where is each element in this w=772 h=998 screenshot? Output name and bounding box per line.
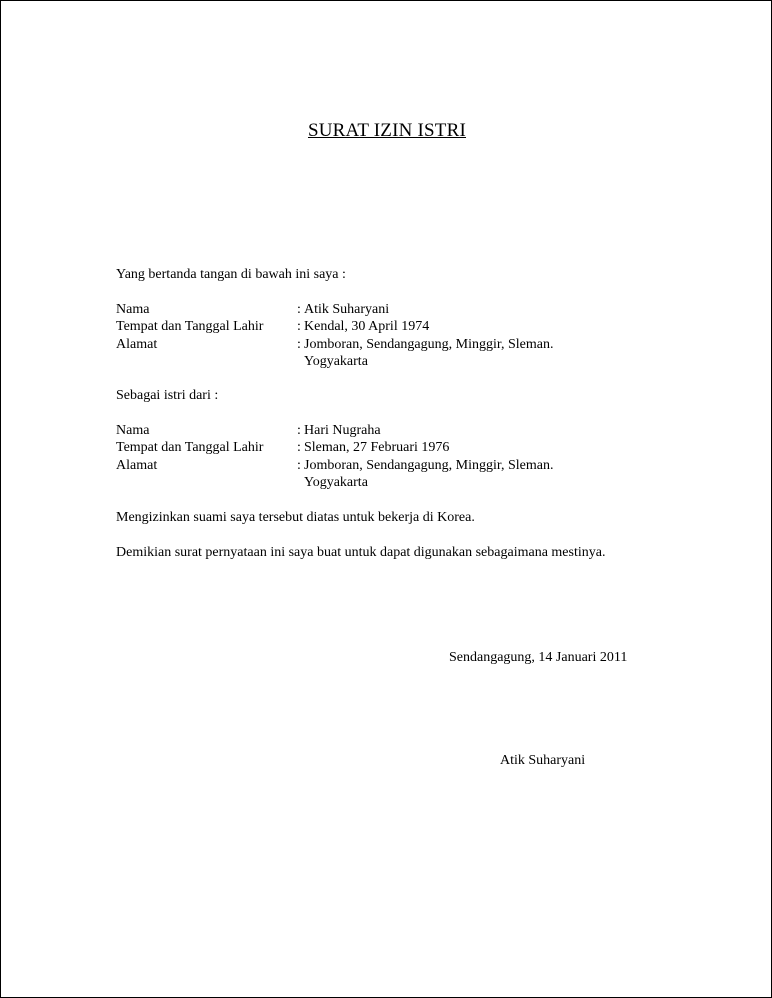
closing-text: Demikian surat pernyataan ini saya buat untuk dapat digunakan sebagaimana mestinya.	[116, 545, 606, 560]
husband-birth-colon: :	[297, 440, 301, 455]
place-date: Sendangagung, 14 Januari 2011	[449, 650, 628, 665]
wife-birth-colon: :	[297, 319, 301, 334]
husband-birth-label: Tempat dan Tanggal Lahir	[116, 440, 264, 455]
husband-name-label: Nama	[116, 423, 150, 438]
husband-address-line2: Yogyakarta	[304, 475, 368, 490]
wife-address-label: Alamat	[116, 337, 158, 352]
husband-address-label: Alamat	[116, 458, 158, 473]
permission-text: Mengizinkan suami saya tersebut diatas untuk bekerja di Korea.	[116, 510, 475, 525]
wife-address-colon: :	[297, 337, 301, 352]
husband-name-colon: :	[297, 423, 301, 438]
husband-name-value: Hari Nugraha	[304, 423, 381, 438]
wife-address-line1: Jomboran, Sendangagung, Minggir, Sleman.	[304, 337, 554, 352]
wife-birth-label: Tempat dan Tanggal Lahir	[116, 319, 264, 334]
wife-name-label: Nama	[116, 302, 150, 317]
wife-name-colon: :	[297, 302, 301, 317]
intro-text: Yang bertanda tangan di bawah ini saya :	[116, 267, 346, 282]
wife-address-line2: Yogyakarta	[304, 354, 368, 369]
signatory-name: Atik Suharyani	[500, 753, 586, 768]
husband-address-colon: :	[297, 458, 301, 473]
husband-birth-value: Sleman, 27 Februari 1976	[304, 440, 450, 455]
document-title: SURAT IZIN ISTRI	[307, 120, 467, 141]
wife-birth-value: Kendal, 30 April 1974	[304, 319, 430, 334]
as-wife-of-text: Sebagai istri dari :	[116, 388, 219, 403]
wife-name-value: Atik Suharyani	[304, 302, 390, 317]
husband-address-line1: Jomboran, Sendangagung, Minggir, Sleman.	[304, 458, 554, 473]
